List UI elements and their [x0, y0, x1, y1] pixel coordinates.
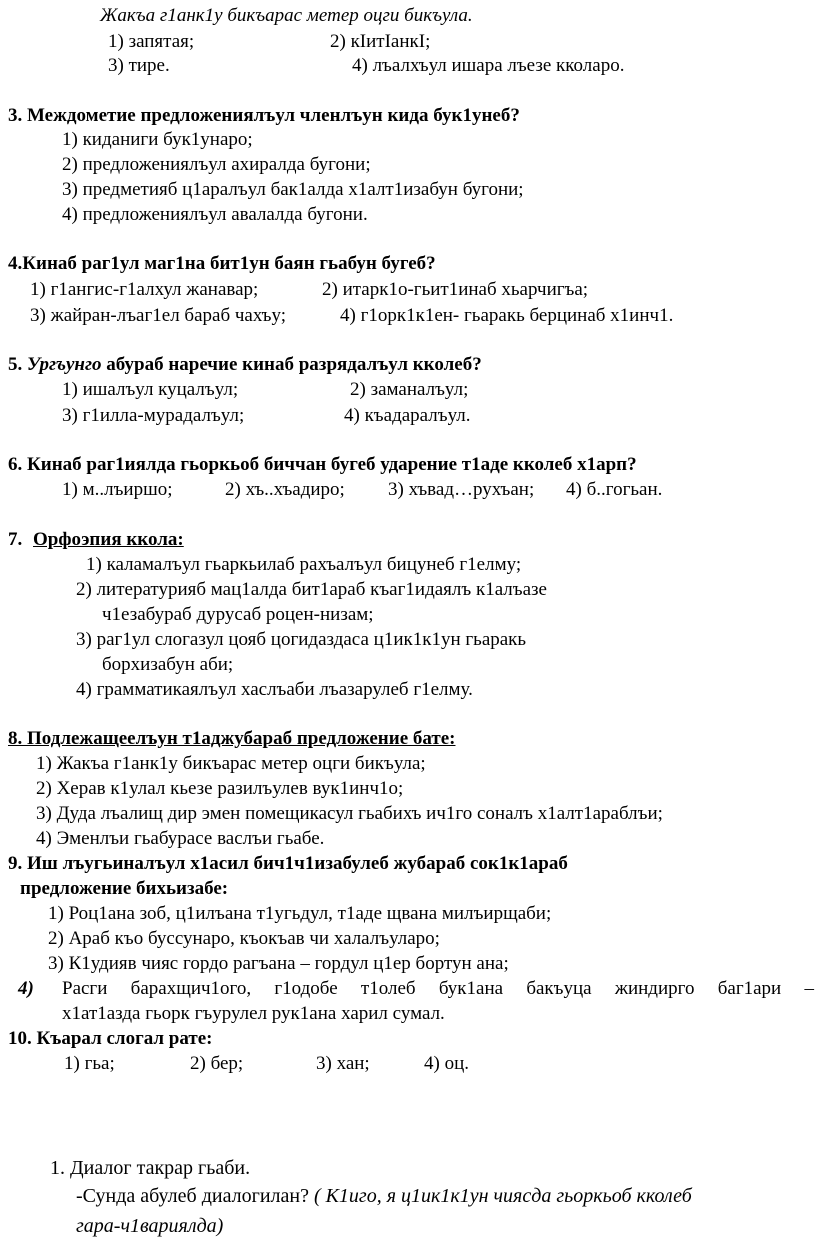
question-7-number: 7. — [8, 529, 23, 550]
question-6-title: 6. Кинаб раг1иялда гьоркьоб биччан бугеб ударение т1аде кколеб х1арп? — [8, 454, 637, 475]
question-10-answer-3: 3) хан; — [316, 1053, 370, 1074]
question-7-answer-2-line-1: 2) литературияб мац1алда бит1араб къаг1идаялъ к1алъазе — [76, 579, 547, 600]
question-6-answer-3: 3) хъвад…рухъан; — [388, 479, 535, 500]
intro-option-4: 4) лъалхъул ишара лъезе кколаро. — [352, 55, 625, 76]
question-6-answer-4: 4) б..гогьан. — [566, 479, 663, 500]
question-8-answer-4: 4) Эменлъи гьабурасе васлъи гьабе. — [36, 828, 325, 849]
question-4-answer-1: 1) г1ангис-г1алхул жанавар; — [30, 279, 259, 300]
question-9-title-line-1: 9. Иш лъугьиналъул х1асил бич1ч1изабулеб жубараб сок1к1араб — [8, 853, 568, 874]
intro-header: Жакъа г1анк1у бикъарас метер оцги бикъула. — [100, 5, 473, 26]
question-6-answer-2: 2) хъ..хъадиро; — [225, 479, 345, 500]
question-7-answer-1: 1) каламалъул гьаркьилаб рахъалъул бицунеб г1елму; — [86, 554, 522, 575]
question-10-title: 10. Къарал слогал рате: — [8, 1028, 213, 1049]
task-note-line-2: гара-ч1вариялда) — [76, 1215, 224, 1237]
question-4-answer-3: 3) жайран-лъаг1ел бараб чахъу; — [30, 305, 286, 326]
question-3-answer-3: 3) предметияб ц1аралъул бак1алда х1алт1изабун бугони; — [62, 179, 524, 200]
question-9-answer-1: 1) Роц1ана зоб, ц1илъана т1угьдул, т1аде щвана милъирщаби; — [48, 903, 552, 924]
question-5-keyword: Ургъунго — [27, 354, 102, 375]
question-7-answer-2-line-2: ч1езабураб дурусаб роцен-низам; — [102, 604, 374, 625]
question-5-answer-1: 1) ишалъул куцалъул; — [62, 379, 239, 400]
question-3-answer-1: 1) киданиги бук1унаро; — [62, 129, 253, 150]
question-8-title: 8. Подлежащеелъун т1аджубараб предложение бате: — [8, 728, 456, 749]
intro-option-1: 1) запятая; — [108, 31, 195, 52]
task-prompt: -Сунда абулеб диалогилан? — [76, 1185, 309, 1207]
question-3-title: 3. Междометие предложениялъул членлъун кида бук1унеб? — [8, 105, 520, 126]
question-9-answer-4-line-1: Расги барахщич1ого, г1одобе т1олеб бук1ана бакъуца жиндирго баг1ари – — [62, 978, 814, 999]
question-4-title: 4.Кинаб раг1ул маг1на бит1ун баян гьабун бугеб? — [8, 253, 436, 274]
question-7-heading: Орфоэпия ккола: — [33, 529, 184, 550]
question-10-answer-2: 2) бер; — [190, 1053, 244, 1074]
question-7-answer-3-line-2: борхизабун аби; — [102, 654, 234, 675]
task-line-1 — [76, 1184, 692, 1208]
intro-option-3: 3) тире. — [108, 55, 170, 76]
question-9-title-line-2: предложение бихьизабе: — [20, 878, 229, 899]
question-9-answer-2: 2) Араб къо буссунаро, къокъав чи халалъуларо; — [48, 928, 440, 949]
question-6-answer-1: 1) м..лъиршо; — [62, 479, 173, 500]
question-10-answer-4: 4) оц. — [424, 1053, 469, 1074]
question-4-answer-2: 2) итарк1о-гьит1инаб хьарчигъа; — [322, 279, 589, 300]
question-4-answer-4: 4) г1орк1к1ен- гьаракь берцинаб х1инч1. — [340, 305, 674, 326]
question-5-answer-4: 4) къадаралъул. — [344, 405, 471, 426]
intro-option-2: 2) кIитIанкI; — [330, 31, 431, 52]
task-note-line-1: ( К1иго, я ц1ик1к1ун чиясда гьоркьоб кколеб — [313, 1185, 692, 1207]
question-9-answer-4-line-2: х1ат1азда гьорк гъурулел рук1ана харил сумал. — [62, 1003, 445, 1024]
question-5-title — [8, 353, 482, 377]
question-8-answer-3: 3) Дуда лъалищ дир эмен помещикасул гьабихъ ич1го соналъ х1алт1араблъи; — [36, 803, 663, 824]
question-8-answer-1: 1) Жакъа г1анк1у бикъарас метер оцги бикъула; — [36, 753, 426, 774]
question-7-answer-3-line-1: 3) раг1ул слогазул цояб цогидаздаса ц1ик1к1ун гьаракь — [76, 629, 527, 650]
question-5-answer-2: 2) заманалъул; — [350, 379, 469, 400]
question-10-answer-1: 1) гьа; — [64, 1053, 115, 1074]
task-item: 1. Диалог такрар гьаби. — [50, 1157, 251, 1179]
question-5-text: абураб наречие кинаб разрядалъул кколеб? — [106, 354, 482, 375]
question-8-answer-2: 2) Херав к1улал кьезе разилъулев вук1инч1о; — [36, 778, 404, 799]
question-5-number: 5. — [8, 354, 23, 375]
question-3-answer-4: 4) предложениялъул авалалда бугони. — [62, 204, 368, 225]
question-5-answer-3: 3) г1илла-мурадалъул; — [62, 405, 245, 426]
question-9-answer-4-number: 4) — [18, 978, 34, 999]
question-7-answer-4: 4) грамматикаялъул хаслъаби лъазарулеб г1елму. — [76, 679, 473, 700]
question-7-title — [8, 528, 184, 552]
question-9-answer-3: 3) К1удияв чияс гордо рагъана – гордул ц1ер бортун ана; — [48, 953, 509, 974]
question-3-answer-2: 2) предложениялъул ахиралда бугони; — [62, 154, 371, 175]
